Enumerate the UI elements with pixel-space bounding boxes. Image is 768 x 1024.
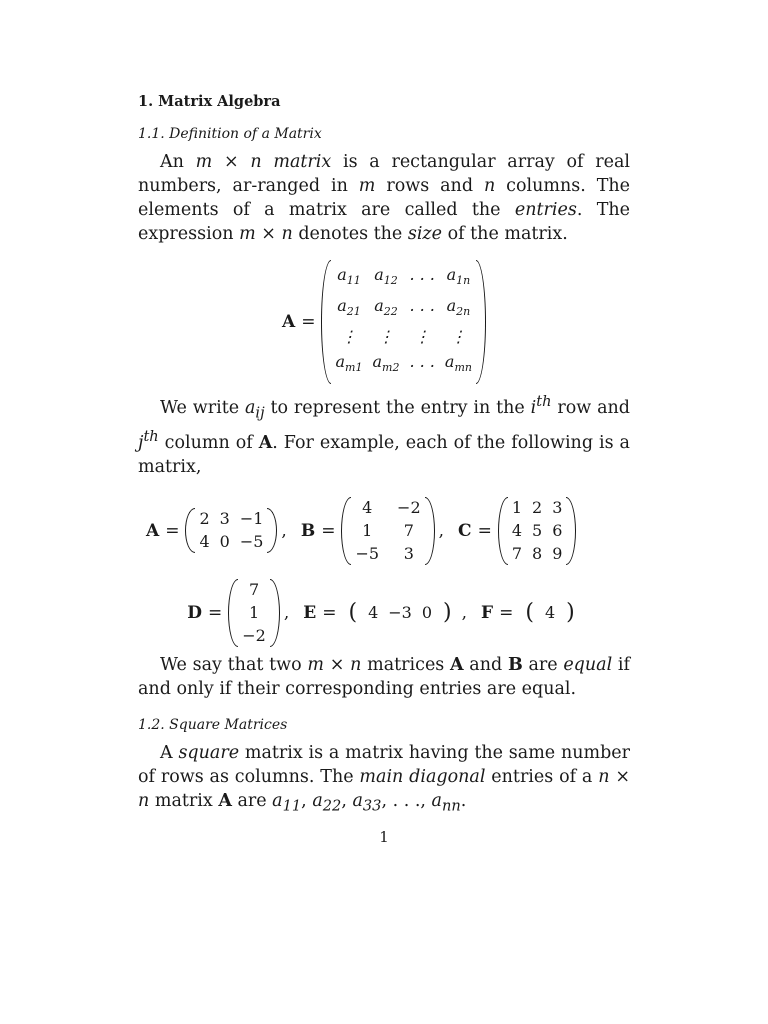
matrix-entry: −1 [239, 509, 264, 529]
matrix-entry: 7 [403, 520, 414, 540]
equals-sign: = [208, 602, 223, 623]
matrix-entry: . . . [409, 352, 435, 372]
matrix-entry: 3 [552, 497, 563, 517]
diagonal-entries-list: $a_{11}$, $a_{22}$, $a_{33}$, . . ., $a_{nn}$. [272, 790, 467, 815]
separator-comma: , [281, 520, 287, 541]
example-matrix-A-grid [199, 508, 263, 553]
matrix-entry: 8 [532, 543, 543, 563]
matrix-entry: $a_{2n}$ [446, 296, 471, 319]
term-entries: entries [514, 200, 577, 220]
matrix-entry: 6 [552, 520, 563, 540]
term-equal: equal [563, 654, 613, 675]
matrix-entry: $a_{11}$ [337, 265, 361, 288]
matrix-label-E: E [303, 602, 317, 623]
matrix-entry: ⋮ [377, 327, 394, 347]
section-title: 1. Matrix Algebra [138, 93, 281, 110]
matrix-entry: $a_{22}$ [374, 296, 398, 319]
matrix-entry: . . . [409, 265, 435, 284]
diagonal-entry: $a_{33}$ [352, 790, 382, 815]
equality-paragraph: We say that two m × n matrices A and B are equal if and only if their corresponding entries are equal. [138, 654, 630, 699]
diagonal-entry: $a_{nn}$ [431, 790, 461, 815]
matrix-entry: 7 [248, 579, 260, 599]
example-matrix-A [185, 508, 277, 553]
equals-sign: = [499, 602, 514, 623]
equals-sign: = [301, 311, 316, 332]
matrix-entry: −5 [355, 543, 380, 563]
equals-sign: = [322, 602, 337, 623]
matrix-label-C: C [458, 520, 472, 541]
matrix-entry: 1 [511, 497, 523, 517]
matrix-entry: $a_{21}$ [337, 296, 361, 319]
term-matrix: matrix [273, 152, 332, 172]
general-matrix-equation [138, 260, 630, 384]
example-matrix-E-row [363, 601, 437, 625]
matrix-entry: 4 [368, 602, 379, 622]
page-number: 1 [379, 828, 389, 846]
diagonal-entry: $a_{11}$ [272, 790, 302, 815]
separator-comma: , [438, 520, 445, 541]
matrix-entry: 5 [532, 520, 543, 540]
matrix-entry: 9 [552, 543, 563, 563]
document-page [138, 92, 630, 818]
example-matrix-C-grid [512, 497, 563, 565]
subsection-title-definition: 1.1. Definition of a Matrix [138, 126, 322, 142]
example-matrix-B [341, 497, 434, 565]
example-matrix-D-grid [242, 579, 266, 647]
example-matrix-F: ( 4 ) [525, 599, 575, 625]
matrix-entry: $a_{m2}$ [372, 352, 400, 375]
matrix-entry: 4 [511, 520, 523, 540]
matrix-entry: 2 [532, 497, 543, 517]
matrix-entry: −2 [397, 497, 421, 517]
matrix-entry: ⋮ [450, 327, 467, 347]
example-matrix-E: ( 4 −3 0 ) [348, 599, 452, 625]
matrix-entry: ⋮ [414, 327, 431, 347]
general-matrix-grid [335, 264, 471, 380]
notation-paragraph: We write $a_{ij}$ to represent the entry in the $i^{th}$ row and $j^{th}$ column of A. For example, each of the following is a matrix, [138, 392, 630, 477]
equals-sign: = [165, 520, 180, 541]
example-matrix-B-grid [355, 497, 420, 565]
term-main-diagonal: main diagonal [359, 766, 486, 787]
matrix-entry: 1 [362, 520, 373, 540]
matrix-entry: $a_{mn}$ [444, 352, 472, 375]
matrix-entry: ⋮ [340, 327, 357, 347]
matrix-entry: $a_{12}$ [374, 265, 398, 288]
term-size: size [407, 224, 443, 244]
diagonal-entry: $a_{22}$ [312, 790, 342, 815]
matrix-entry: −2 [242, 625, 266, 645]
matrix-entry: 0 [421, 602, 433, 622]
equals-sign: = [321, 520, 336, 541]
matrix-label-F: F [481, 602, 494, 623]
square-matrix-paragraph: A square matrix is a matrix having the same number of rows as columns. The main diagonal entries of a n × n matrix A are $a_{11}$, $a_{22}$, $a_{33}$, . . ., $a_{nn}$. [138, 742, 631, 815]
example-matrices-row-2 [138, 579, 630, 647]
subsection-title-square: 1.2. Square Matrices [138, 716, 288, 733]
example-matrix-D [228, 579, 280, 647]
example-matrix-C [498, 497, 577, 565]
matrix-entry: . . . [409, 296, 435, 316]
matrix-label-A: A [282, 311, 296, 332]
matrix-entry: 7 [511, 543, 523, 563]
matrix-label-A: A [146, 520, 160, 541]
separator-comma: , [283, 602, 290, 623]
matrix-entry: −3 [388, 602, 412, 622]
matrix-label-B: B [300, 520, 316, 541]
matrix-entry: $a_{1n}$ [446, 265, 471, 288]
matrix-entry: 4 [199, 532, 210, 552]
term-square: square [178, 742, 240, 763]
equals-sign: = [477, 520, 492, 541]
matrix-entry: 3 [403, 543, 414, 563]
matrix-entry: 0 [219, 532, 230, 552]
example-matrices-row-1 [138, 497, 630, 565]
matrix-entry: 1 [248, 602, 260, 622]
matrix-entry: 2 [199, 509, 210, 529]
separator-comma: , [461, 602, 468, 623]
matrix-label-D: D [187, 602, 202, 623]
matrix-entry: $a_{m1}$ [335, 352, 363, 375]
matrix-entry: 4 [544, 602, 556, 622]
example-matrix-F-row [540, 601, 560, 625]
matrix-entry: 4 [362, 497, 373, 517]
general-matrix [321, 260, 485, 384]
definition-paragraph: An m × n matrix is a rectangular array of real numbers, ar-ranged in m rows and n columns. The elements of a matrix are called the entries. The expression m × n denotes the size of the matrix. [138, 152, 630, 244]
matrix-entry: 3 [219, 509, 230, 529]
matrix-entry: −5 [239, 532, 264, 552]
